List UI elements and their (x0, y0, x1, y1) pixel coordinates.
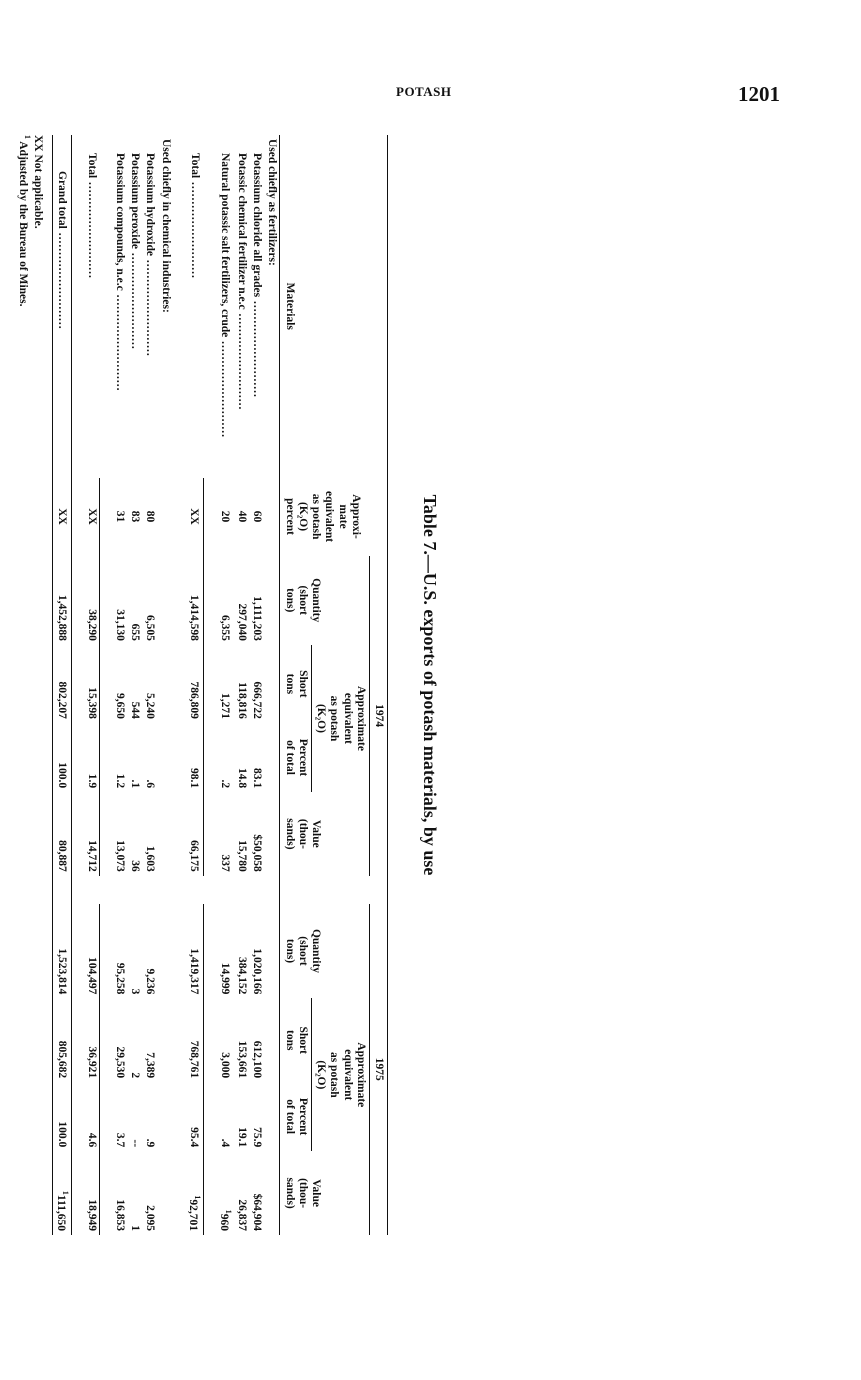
cell-gap (216, 876, 234, 904)
cell-pct: 80 (144, 510, 157, 523)
cell-pct: 20 (219, 510, 232, 523)
cell-pt75: 95.4 (185, 1082, 204, 1151)
cell-st74: 666,722 (251, 681, 264, 719)
table-row (127, 135, 142, 1235)
cell-pt75: .4 (219, 1138, 232, 1148)
header-year-1975: 1975 (369, 904, 387, 1235)
cell-q75: 9,236 (144, 968, 157, 995)
cell-q75: 3 (129, 988, 142, 995)
cell-gap (127, 876, 142, 904)
row-label: Natural potassic salt fertilizers, crude ..... (216, 135, 234, 478)
row-label: Grand total ..... (52, 135, 71, 478)
cell-pt74: .6 (144, 779, 157, 789)
table-row (234, 135, 249, 1235)
row-label: Potassium hydroxide ..... (142, 135, 157, 478)
header-approx-1974: Approximate equivalent as potash (K₂O) (311, 645, 369, 792)
cell-v75: 18,949 (84, 1151, 100, 1235)
row-label: Potassic chemical fertilizer n.e.c ..... (234, 135, 249, 478)
cell-st74: 1,271 (219, 693, 232, 719)
cell-st75: 153,661 (236, 1040, 249, 1079)
rotated-table-block (17, 135, 440, 1235)
table-row (112, 135, 127, 1235)
cell-st75: 3,000 (219, 1052, 232, 1079)
table-row (249, 135, 264, 1235)
row-label: Potassium compounds, n.e.c ..... (112, 135, 127, 478)
cell-st74: 118,816 (236, 682, 249, 719)
cell-v74: 14,712 (84, 792, 100, 876)
cell-v74: 36 (129, 860, 142, 872)
cell-st75: 7,389 (144, 1052, 157, 1079)
group-chemical: Used chiefly in chemical industries: (159, 139, 172, 313)
cell-st74: 9,650 (114, 693, 127, 719)
table-row-total (84, 135, 100, 1235)
cell-q74: 38,290 (84, 556, 100, 645)
footnotes (17, 135, 44, 735)
cell-gap (112, 876, 127, 904)
cell-q74: 6,505 (144, 614, 157, 641)
cell-pt74: .1 (129, 779, 142, 789)
cell-pt74: 83.1 (251, 767, 264, 789)
exports-table (52, 135, 388, 1235)
row-label: Total ..... (84, 135, 100, 478)
cell-q75: 1,419,317 (185, 904, 204, 999)
cell-q74: 655 (129, 623, 142, 641)
cell-pt74: .2 (219, 779, 232, 789)
cell-q75: 384,152 (236, 957, 249, 995)
header-year-1974: 1974 (369, 556, 387, 876)
cell-st75: 36,921 (84, 998, 100, 1082)
cell-gap (249, 876, 264, 904)
cell-gap (185, 876, 204, 904)
cell-gap (84, 876, 100, 904)
cell-pt74: 14.8 (236, 767, 249, 789)
header-value-1975: Value (thou- sands) (280, 1151, 369, 1235)
cell-st75: 768,761 (185, 998, 204, 1082)
header-quantity-1974: Quantity (short tons) (280, 556, 369, 645)
cell-pct: 83 (129, 510, 142, 523)
cell-v75: $^1$111,650 (52, 1151, 71, 1235)
cell-st75: 2 (129, 1072, 142, 1079)
cell-v75: 16,853 (114, 1199, 127, 1231)
cell-q74: 1,452,888 (52, 556, 71, 645)
cell-pct: XX (185, 478, 204, 556)
cell-pt75: 100.0 (52, 1082, 71, 1151)
cell-pct: 60 (251, 510, 264, 523)
cell-pt75: .9 (144, 1138, 157, 1148)
cell-st75: 612,100 (251, 1040, 264, 1079)
cell-v75: $^1$960 (217, 1209, 233, 1231)
cell-q74: 297,040 (236, 603, 249, 641)
row-label: Potassium peroxide ..... (127, 135, 142, 478)
table-row (216, 135, 234, 1235)
cell-v75: $64,904 (251, 1193, 264, 1231)
cell-pt75: 75.9 (251, 1127, 264, 1148)
cell-pt75: 19.1 (236, 1127, 249, 1148)
cell-st74: 786,809 (185, 645, 204, 723)
cell-pct: 40 (236, 510, 249, 523)
running-header: POTASH (396, 84, 452, 99)
cell-st74: 15,398 (84, 645, 100, 723)
cell-q75: 95,258 (114, 962, 127, 995)
cell-gap (234, 876, 249, 904)
footnote: $^1$ Adjusted by the Bureau of Mines. (17, 135, 32, 307)
header-short-tons-1975: Short tons (280, 998, 311, 1082)
cell-q74: 6,355 (219, 614, 232, 641)
cell-v75: 2,095 (144, 1205, 157, 1231)
cell-v74: 13,073 (114, 840, 127, 872)
cell-v75: 26,837 (236, 1199, 249, 1231)
page-number: 1201 (738, 82, 780, 106)
cell-pt74: 100.0 (52, 723, 71, 792)
cell-gap (142, 876, 157, 904)
cell-pt75: 3.7 (114, 1132, 127, 1148)
cell-pt75: 4.6 (84, 1082, 100, 1151)
row-label: Potassium chloride all grades ..... (249, 135, 264, 478)
cell-st74: 802,207 (52, 645, 71, 723)
cell-v75: $^1$92,701 (185, 1151, 204, 1235)
cell-v74: 66,175 (185, 792, 204, 876)
cell-v74: 15,780 (236, 840, 249, 872)
cell-v74: 1,603 (144, 845, 157, 872)
cell-q75: 104,497 (84, 904, 100, 999)
header-percent-total-1975: Percent of total (280, 1082, 311, 1151)
cell-q74: 1,414,598 (185, 556, 204, 645)
header-short-tons-1974: Short tons (280, 645, 311, 723)
cell-q75: 14,999 (219, 962, 232, 995)
cell-gap (52, 876, 71, 904)
cell-st74: 5,240 (144, 693, 157, 719)
footnote: XX Not applicable. (32, 135, 44, 229)
cell-v74: 80,887 (52, 792, 71, 876)
cell-pct: XX (84, 478, 100, 556)
header-approx-1975: Approximate equivalent as potash (K₂O) (311, 998, 369, 1151)
cell-st75: 29,530 (114, 1046, 127, 1079)
cell-pct: XX (52, 478, 71, 556)
group-fertilizers: Used chiefly as fertilizers: (266, 139, 279, 266)
cell-v74: $50,058 (251, 834, 264, 872)
cell-q75: 1,020,166 (251, 948, 264, 995)
table-row-grand-total (52, 135, 71, 1235)
header-quantity-1975: Quantity (short tons) (280, 904, 369, 999)
cell-v75: 1 (129, 1225, 142, 1231)
row-label: Total ..... (185, 135, 204, 478)
cell-q75: 1,523,814 (52, 904, 71, 999)
table-row-total (185, 135, 204, 1235)
cell-st75: 805,682 (52, 998, 71, 1082)
header-value-1974: Value (thou- sands) (280, 792, 369, 876)
cell-v74: 337 (219, 854, 232, 872)
table-title: Table 7.—U.S. exports of potash materials, by use (420, 494, 440, 876)
cell-pt74: 1.2 (114, 773, 127, 789)
cell-q74: 1,111,203 (251, 596, 264, 641)
cell-pt75: -- (129, 1139, 142, 1148)
cell-st74: 544 (129, 701, 142, 719)
header-k2o-percent: Approxi- mate equivalent as potash (K₂O) percent (280, 478, 388, 556)
header-percent-total-1974: Percent of total (280, 723, 311, 792)
header-materials: Materials (280, 135, 388, 478)
cell-pt74: 1.9 (84, 723, 100, 792)
cell-q74: 31,130 (114, 609, 127, 641)
cell-pt74: 98.1 (185, 723, 204, 792)
cell-pct: 31 (114, 510, 127, 523)
table-row (142, 135, 157, 1235)
